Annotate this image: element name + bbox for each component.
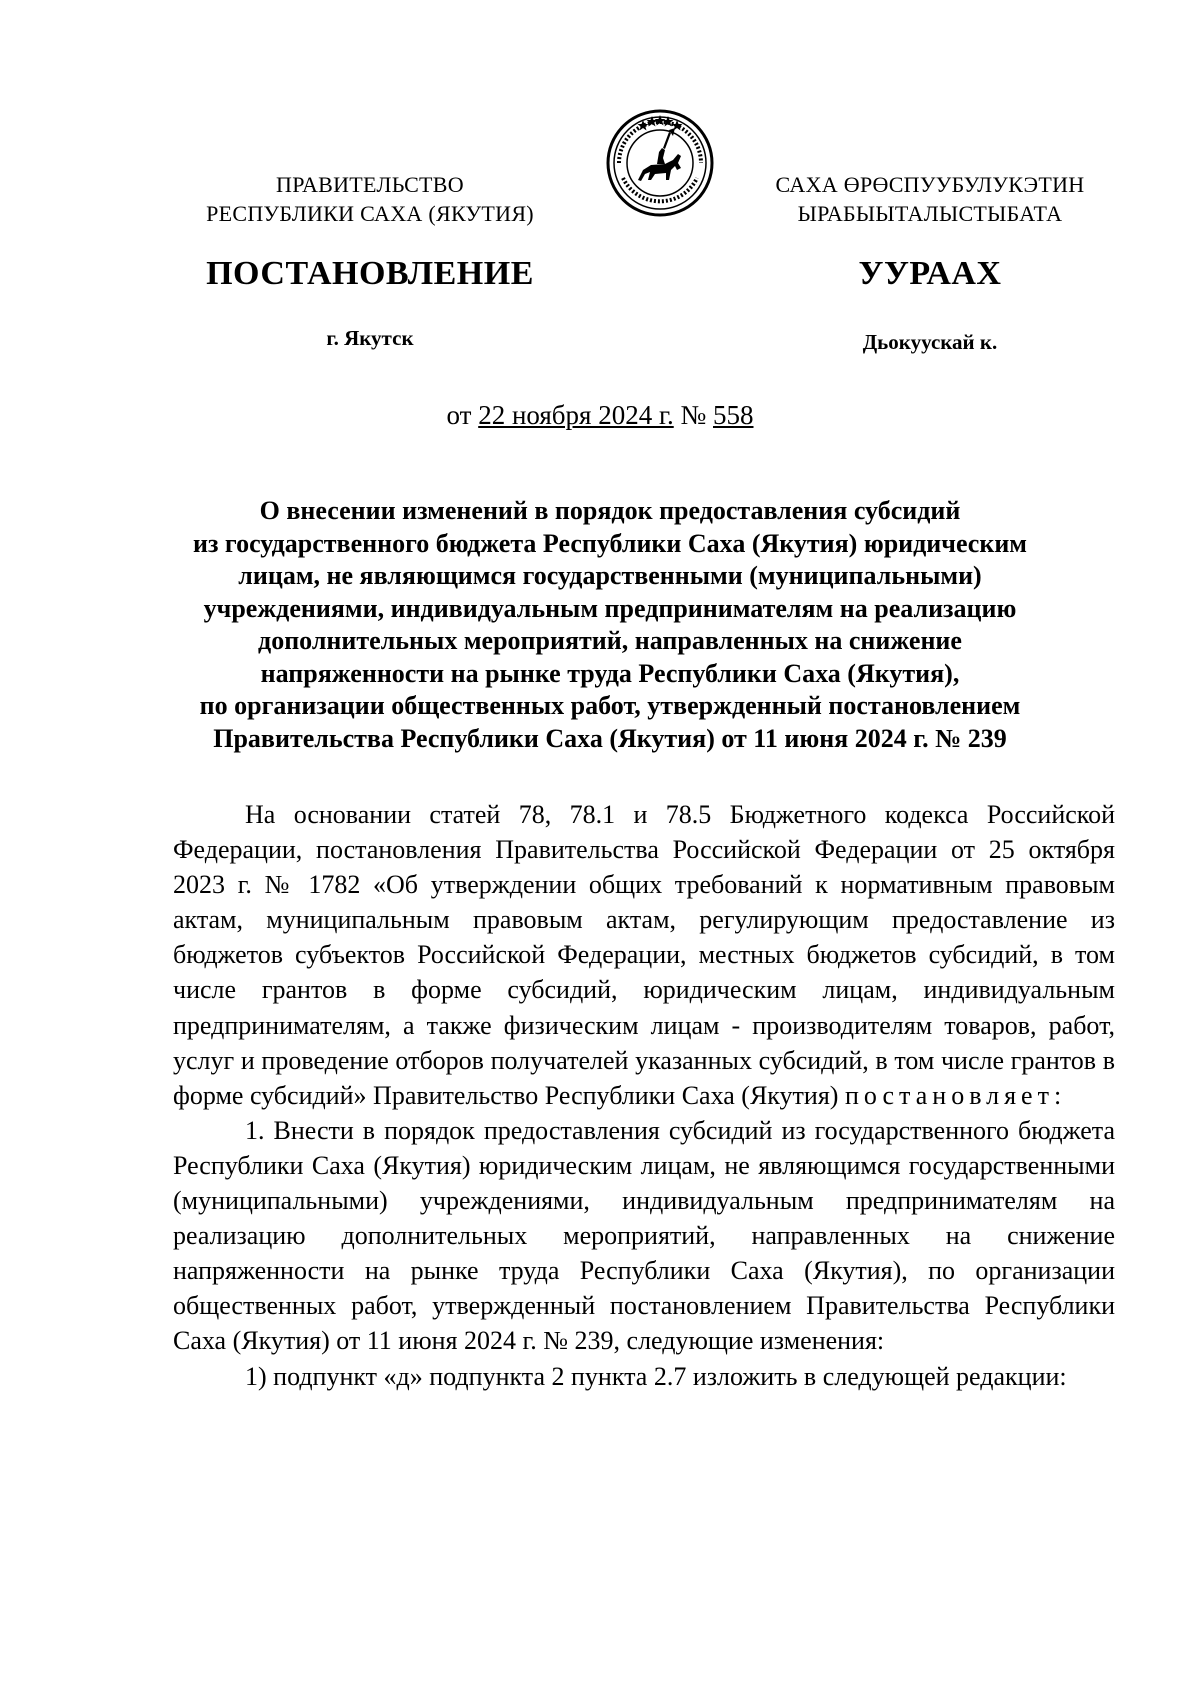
- title-line: из государственного бюджета Республики Саха (Якутия) юридическим: [192, 528, 1028, 558]
- document-date: 22 ноября 2024 г.: [478, 400, 674, 430]
- header-left-line-2: РЕСПУБЛИКИ САХА (ЯКУТИЯ): [206, 201, 534, 226]
- government-header-russian: [150, 170, 590, 228]
- number-sign: №: [680, 400, 707, 430]
- title-line: дополнительных мероприятий, направленных на снижение: [258, 626, 962, 655]
- preamble-verb: постановляет:: [844, 1080, 1067, 1110]
- document-date-number: [0, 400, 1200, 431]
- preamble-text: На основании статей 78, 78.1 и 78.5 Бюджетного кодекса Российской Федерации, постановления Правительства Российской Федерации от 25 октября 2023 г. № 1782 «Об утверждении общих требований к нормативным правовым актам, муниципальным правовым актам, регулирующим предоставление из бюджетов субъектов Российской Федерации, местных бюджетов субсидий, в том числе грантов в форме субсидий, юридическим лицам, индивидуальным предпринимателям, а также физическим лицам - производителям товаров, работ, услуг и проведение отборов получателей указанных субсидий, в том числе грантов в форме субсидий» Правительство Республики Саха (Якутия): [173, 800, 1115, 1110]
- date-prefix: от: [446, 400, 472, 430]
- doc-type-yakut: УУРААХ: [858, 255, 1002, 292]
- place-yakut: Дьокуускай к.: [862, 330, 998, 354]
- title-line: лицам, не являющимся государственными (муниципальными): [238, 561, 982, 590]
- government-header-yakut: [735, 170, 1125, 228]
- title-line: О внесении изменений в порядок предоставления субсидий: [259, 496, 961, 525]
- title-line: напряженности на рынке труда Республики Саха (Якутия),: [260, 658, 960, 688]
- title-line: по организации общественных работ, утвержденный постановлением: [199, 691, 1021, 720]
- header-right-line-2: ЫРАБЫЫТАЛЫСТЫБАТА: [797, 201, 1063, 226]
- place-russian: г. Якутск: [326, 326, 414, 350]
- document-title: [150, 495, 1070, 755]
- title-line: Правительства Республики Саха (Якутия) от 11 июня 2024 г. № 239: [213, 723, 1007, 753]
- document-number: 558: [713, 400, 754, 430]
- coat-of-arms-emblem-icon: [605, 108, 715, 218]
- title-line: учреждениями, индивидуальным предпринимателям на реализацию: [203, 593, 1017, 623]
- header-right-line-1: САХА ӨРӨСПУУБУЛУКЭТИН: [775, 172, 1085, 197]
- item-1-1-paragraph: 1) подпункт «д» подпункта 2 пункта 2.7 изложить в следующей редакции:: [245, 1361, 1067, 1391]
- item-1-paragraph: 1. Внести в порядок предоставления субсидий из государственного бюджета Республики Саха (Якутия) юридическим лицам, не являющимся государственными (муниципальными) учреждениями, индивидуальным предпринимателям на реализацию дополнительных мероприятий, направленных на снижение напряженности на рынке труда Республики Саха (Якутия), по организации общественных работ, утвержденный постановлением Правительства Республики Саха (Якутия) от 11 июня 2024 г. № 239, следующие изменения:: [173, 1115, 1115, 1356]
- preamble-paragraph: [173, 797, 1115, 1113]
- header-left-line-1: ПРАВИТЕЛЬСТВО: [276, 172, 464, 197]
- doc-type-russian: ПОСТАНОВЛЕНИЕ: [206, 255, 534, 292]
- document-body: [173, 797, 1115, 1394]
